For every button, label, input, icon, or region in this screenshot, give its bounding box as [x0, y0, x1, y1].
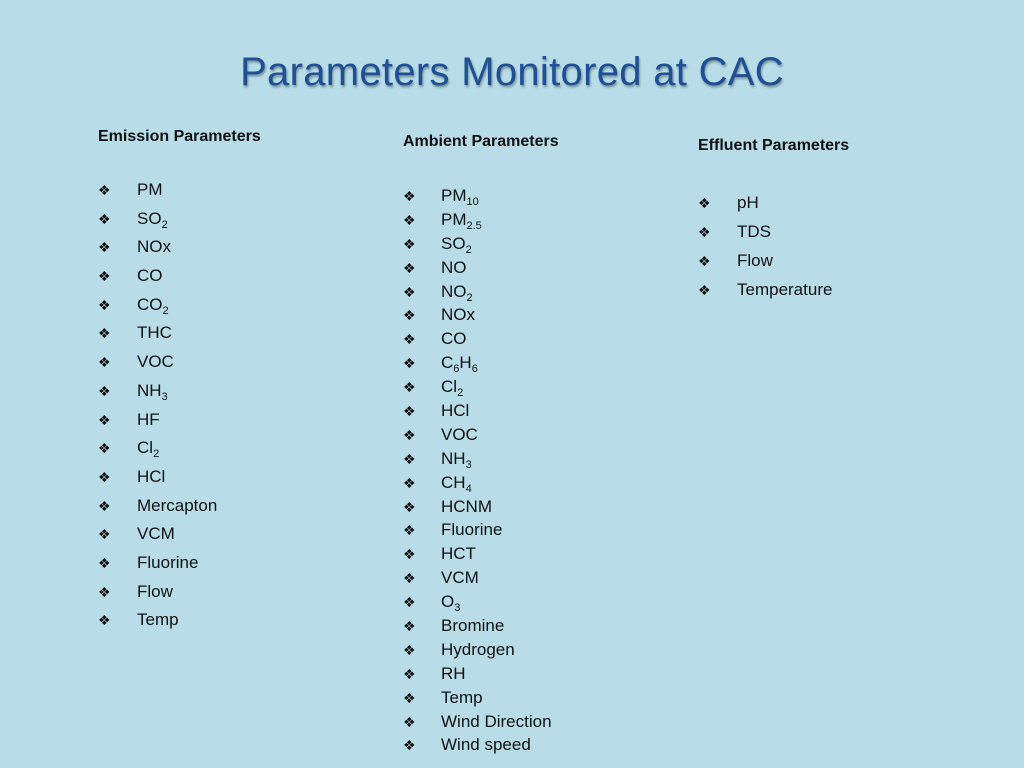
diamond-bullet-icon: ❖	[98, 210, 111, 227]
diamond-bullet-icon: ❖	[403, 737, 416, 754]
parameter-text: THC	[137, 323, 172, 343]
parameter-label	[137, 610, 179, 630]
diamond-bullet-icon: ❖	[98, 325, 111, 342]
parameter-text: Flow	[737, 251, 773, 270]
parameter-text: VOC	[137, 352, 174, 372]
parameter-label	[441, 305, 475, 325]
parameter-label	[441, 210, 482, 230]
parameter-text: Wind Direction	[441, 711, 552, 731]
parameter-text: Hydrogen	[441, 639, 515, 659]
emission-parameters-heading: Emission Parameters	[98, 128, 261, 145]
diamond-bullet-icon: ❖	[698, 224, 711, 240]
parameter-text: Fluorine	[441, 520, 503, 540]
list-item	[403, 544, 559, 568]
diamond-bullet-icon: ❖	[403, 570, 416, 587]
emission-parameters-list	[98, 180, 261, 639]
diamond-bullet-icon: ❖	[98, 612, 111, 629]
parameter-label	[441, 568, 479, 588]
diamond-bullet-icon: ❖	[98, 497, 111, 514]
diamond-bullet-icon: ❖	[698, 282, 711, 298]
parameter-text: PM	[137, 180, 163, 199]
parameter-text: PM	[441, 209, 467, 229]
diamond-bullet-icon: ❖	[403, 689, 416, 706]
subscript-text: 2	[153, 448, 160, 461]
parameter-text: SO	[137, 208, 162, 228]
parameter-label	[441, 329, 467, 349]
parameter-label	[137, 381, 168, 401]
diamond-bullet-icon: ❖	[403, 641, 416, 658]
list-item	[403, 282, 559, 306]
parameter-text: SO	[441, 233, 466, 253]
list-item	[403, 568, 559, 592]
parameter-label	[441, 473, 472, 493]
subscript-text: 2	[457, 387, 464, 400]
parameter-label	[441, 544, 476, 564]
diamond-bullet-icon: ❖	[403, 618, 416, 635]
list-item	[403, 664, 559, 688]
parameter-label	[441, 425, 478, 445]
parameter-label	[441, 377, 464, 400]
diamond-bullet-icon: ❖	[98, 554, 111, 571]
parameter-text: pH	[737, 193, 759, 212]
parameter-text: Bromine	[441, 616, 505, 636]
parameter-text: HCNM	[441, 496, 492, 516]
parameter-label	[137, 352, 174, 372]
diamond-bullet-icon: ❖	[403, 307, 416, 324]
diamond-bullet-icon: ❖	[403, 211, 416, 228]
parameter-text: Cl	[137, 438, 154, 458]
subscript-text: 2.5	[466, 219, 482, 232]
diamond-bullet-icon: ❖	[403, 450, 416, 467]
parameter-label	[441, 449, 472, 469]
parameter-label	[137, 180, 163, 200]
subscript-text: 3	[465, 458, 472, 471]
ambient-parameters-heading: Ambient Parameters	[403, 133, 559, 150]
diamond-bullet-icon: ❖	[98, 583, 111, 600]
parameter-label	[737, 193, 759, 213]
diamond-bullet-icon: ❖	[403, 379, 416, 396]
subscript-text: 3	[161, 390, 168, 403]
parameter-label	[137, 524, 175, 544]
list-item	[403, 210, 559, 234]
parameter-text: C	[441, 353, 454, 373]
parameter-text: Wind speed	[441, 735, 531, 755]
list-item	[98, 381, 261, 410]
list-item	[403, 497, 559, 521]
diamond-bullet-icon: ❖	[403, 235, 416, 252]
list-item	[403, 735, 559, 759]
parameter-label	[441, 258, 467, 278]
diamond-bullet-icon: ❖	[403, 259, 416, 276]
parameter-label	[137, 553, 198, 573]
diamond-bullet-icon: ❖	[403, 665, 416, 682]
parameter-label	[137, 237, 171, 257]
parameter-text: VCM	[441, 568, 479, 588]
parameter-text: TDS	[737, 222, 771, 241]
parameter-text: Flow	[137, 581, 173, 601]
diamond-bullet-icon: ❖	[98, 296, 111, 313]
parameter-text: NOx	[441, 305, 475, 325]
diamond-bullet-icon: ❖	[403, 403, 416, 420]
ambient-parameters-list	[403, 186, 559, 759]
parameter-label	[137, 295, 169, 315]
list-item	[698, 222, 849, 251]
list-item	[98, 180, 261, 209]
subscript-text: 2	[465, 243, 472, 256]
list-item	[98, 266, 261, 295]
subscript-text: 10	[466, 196, 479, 208]
list-item	[98, 438, 261, 467]
parameter-text: Cl	[441, 377, 458, 397]
subscript-text: 2	[162, 304, 169, 317]
list-item	[698, 193, 849, 222]
diamond-bullet-icon: ❖	[403, 522, 416, 539]
list-item	[98, 295, 261, 324]
list-item	[403, 640, 559, 664]
diamond-bullet-icon: ❖	[403, 594, 416, 611]
parameter-text: PM	[441, 186, 467, 205]
parameter-label	[737, 280, 832, 300]
parameter-label	[441, 497, 492, 517]
diamond-bullet-icon: ❖	[98, 182, 111, 198]
list-item	[403, 377, 559, 401]
parameter-label	[441, 664, 466, 684]
list-item	[403, 712, 559, 736]
parameter-text: Temperature	[737, 280, 833, 299]
parameter-label	[441, 520, 502, 540]
list-item	[98, 410, 261, 439]
subscript-text: 2	[161, 218, 168, 231]
parameter-label	[137, 266, 163, 286]
list-item	[403, 258, 559, 282]
parameter-label	[441, 234, 472, 254]
parameter-label	[441, 712, 552, 732]
list-item	[403, 592, 559, 616]
parameter-text: HCl	[441, 401, 470, 421]
parameter-label	[137, 410, 160, 430]
parameter-text: HCl	[137, 466, 166, 486]
parameter-label	[441, 592, 461, 615]
parameter-label	[441, 735, 531, 755]
parameter-label	[137, 496, 217, 516]
diamond-bullet-icon: ❖	[98, 268, 111, 285]
parameter-text: CO	[137, 266, 163, 286]
parameter-text: HCT	[441, 544, 476, 564]
diamond-bullet-icon: ❖	[403, 355, 416, 372]
diamond-bullet-icon: ❖	[403, 498, 416, 515]
diamond-bullet-icon: ❖	[403, 188, 416, 204]
parameter-text: HF	[137, 409, 160, 429]
diamond-bullet-icon: ❖	[698, 253, 711, 269]
parameter-text: VCM	[137, 524, 175, 544]
parameter-text: Fluorine	[137, 552, 199, 572]
emission-parameters-column	[98, 128, 261, 639]
diamond-bullet-icon: ❖	[403, 713, 416, 730]
subscript-text: 6	[471, 363, 478, 376]
parameter-label	[737, 222, 771, 242]
list-item	[98, 323, 261, 352]
list-item	[403, 425, 559, 449]
parameter-text: Mercapton	[137, 495, 218, 515]
diamond-bullet-icon: ❖	[403, 426, 416, 443]
list-item	[403, 186, 559, 210]
parameter-text: RH	[441, 663, 466, 683]
list-item	[403, 688, 559, 712]
list-item	[98, 352, 261, 381]
diamond-bullet-icon: ❖	[98, 239, 111, 256]
parameter-text: NOx	[137, 237, 171, 257]
effluent-parameters-heading: Effluent Parameters	[698, 137, 850, 154]
subscript-text: 2	[466, 291, 473, 304]
diamond-bullet-icon: ❖	[98, 411, 111, 428]
parameter-label	[137, 467, 165, 487]
list-item	[403, 353, 559, 377]
list-item	[403, 305, 559, 329]
diamond-bullet-icon: ❖	[98, 468, 111, 485]
diamond-bullet-icon: ❖	[698, 195, 711, 211]
parameter-text: Temp	[137, 610, 179, 630]
parameter-text: VOC	[441, 424, 478, 444]
parameter-label	[441, 616, 504, 636]
parameter-label	[137, 323, 172, 343]
list-item	[98, 237, 261, 266]
list-item	[403, 520, 559, 544]
diamond-bullet-icon: ❖	[98, 440, 111, 457]
parameter-text: NH	[137, 380, 162, 400]
list-item	[98, 209, 261, 238]
subscript-text: 4	[465, 482, 472, 495]
list-item	[403, 401, 559, 425]
parameter-label	[441, 401, 469, 421]
ambient-parameters-column	[403, 133, 559, 759]
parameter-text: NO	[441, 281, 467, 301]
parameter-text: CO	[441, 329, 467, 349]
list-item	[698, 251, 849, 280]
parameter-label	[441, 688, 483, 708]
parameter-label	[137, 438, 160, 461]
list-item	[698, 280, 849, 309]
list-item	[403, 329, 559, 353]
parameter-text: CO	[137, 294, 163, 314]
parameter-text: H	[459, 353, 472, 373]
parameter-text: O	[441, 592, 455, 612]
list-item	[98, 467, 261, 496]
parameter-text: CH	[441, 472, 466, 492]
parameter-label	[441, 353, 478, 376]
parameter-label	[737, 251, 773, 271]
list-item	[98, 496, 261, 525]
list-item	[98, 524, 261, 553]
diamond-bullet-icon: ❖	[98, 354, 111, 371]
subscript-text: 3	[454, 602, 461, 615]
list-item	[98, 582, 261, 611]
parameter-text: NH	[441, 448, 466, 468]
parameter-label	[137, 582, 173, 602]
list-item	[403, 616, 559, 640]
subscript-text: 6	[453, 363, 460, 376]
parameter-text: Temp	[441, 687, 483, 707]
parameter-label	[137, 209, 168, 229]
diamond-bullet-icon: ❖	[403, 283, 416, 300]
slide-title: Parameters Monitored at CAC	[240, 50, 784, 94]
diamond-bullet-icon: ❖	[403, 331, 416, 348]
parameter-label	[441, 282, 473, 302]
list-item	[403, 473, 559, 497]
list-item	[403, 234, 559, 258]
diamond-bullet-icon: ❖	[98, 526, 111, 543]
parameter-label	[441, 186, 479, 206]
list-item	[98, 610, 261, 639]
list-item	[98, 553, 261, 582]
effluent-parameters-column	[698, 137, 849, 309]
parameter-text: NO	[441, 257, 467, 277]
diamond-bullet-icon: ❖	[403, 546, 416, 563]
diamond-bullet-icon: ❖	[98, 382, 111, 399]
diamond-bullet-icon: ❖	[403, 474, 416, 491]
parameter-label	[441, 640, 515, 660]
list-item	[403, 449, 559, 473]
effluent-parameters-list	[698, 193, 849, 309]
